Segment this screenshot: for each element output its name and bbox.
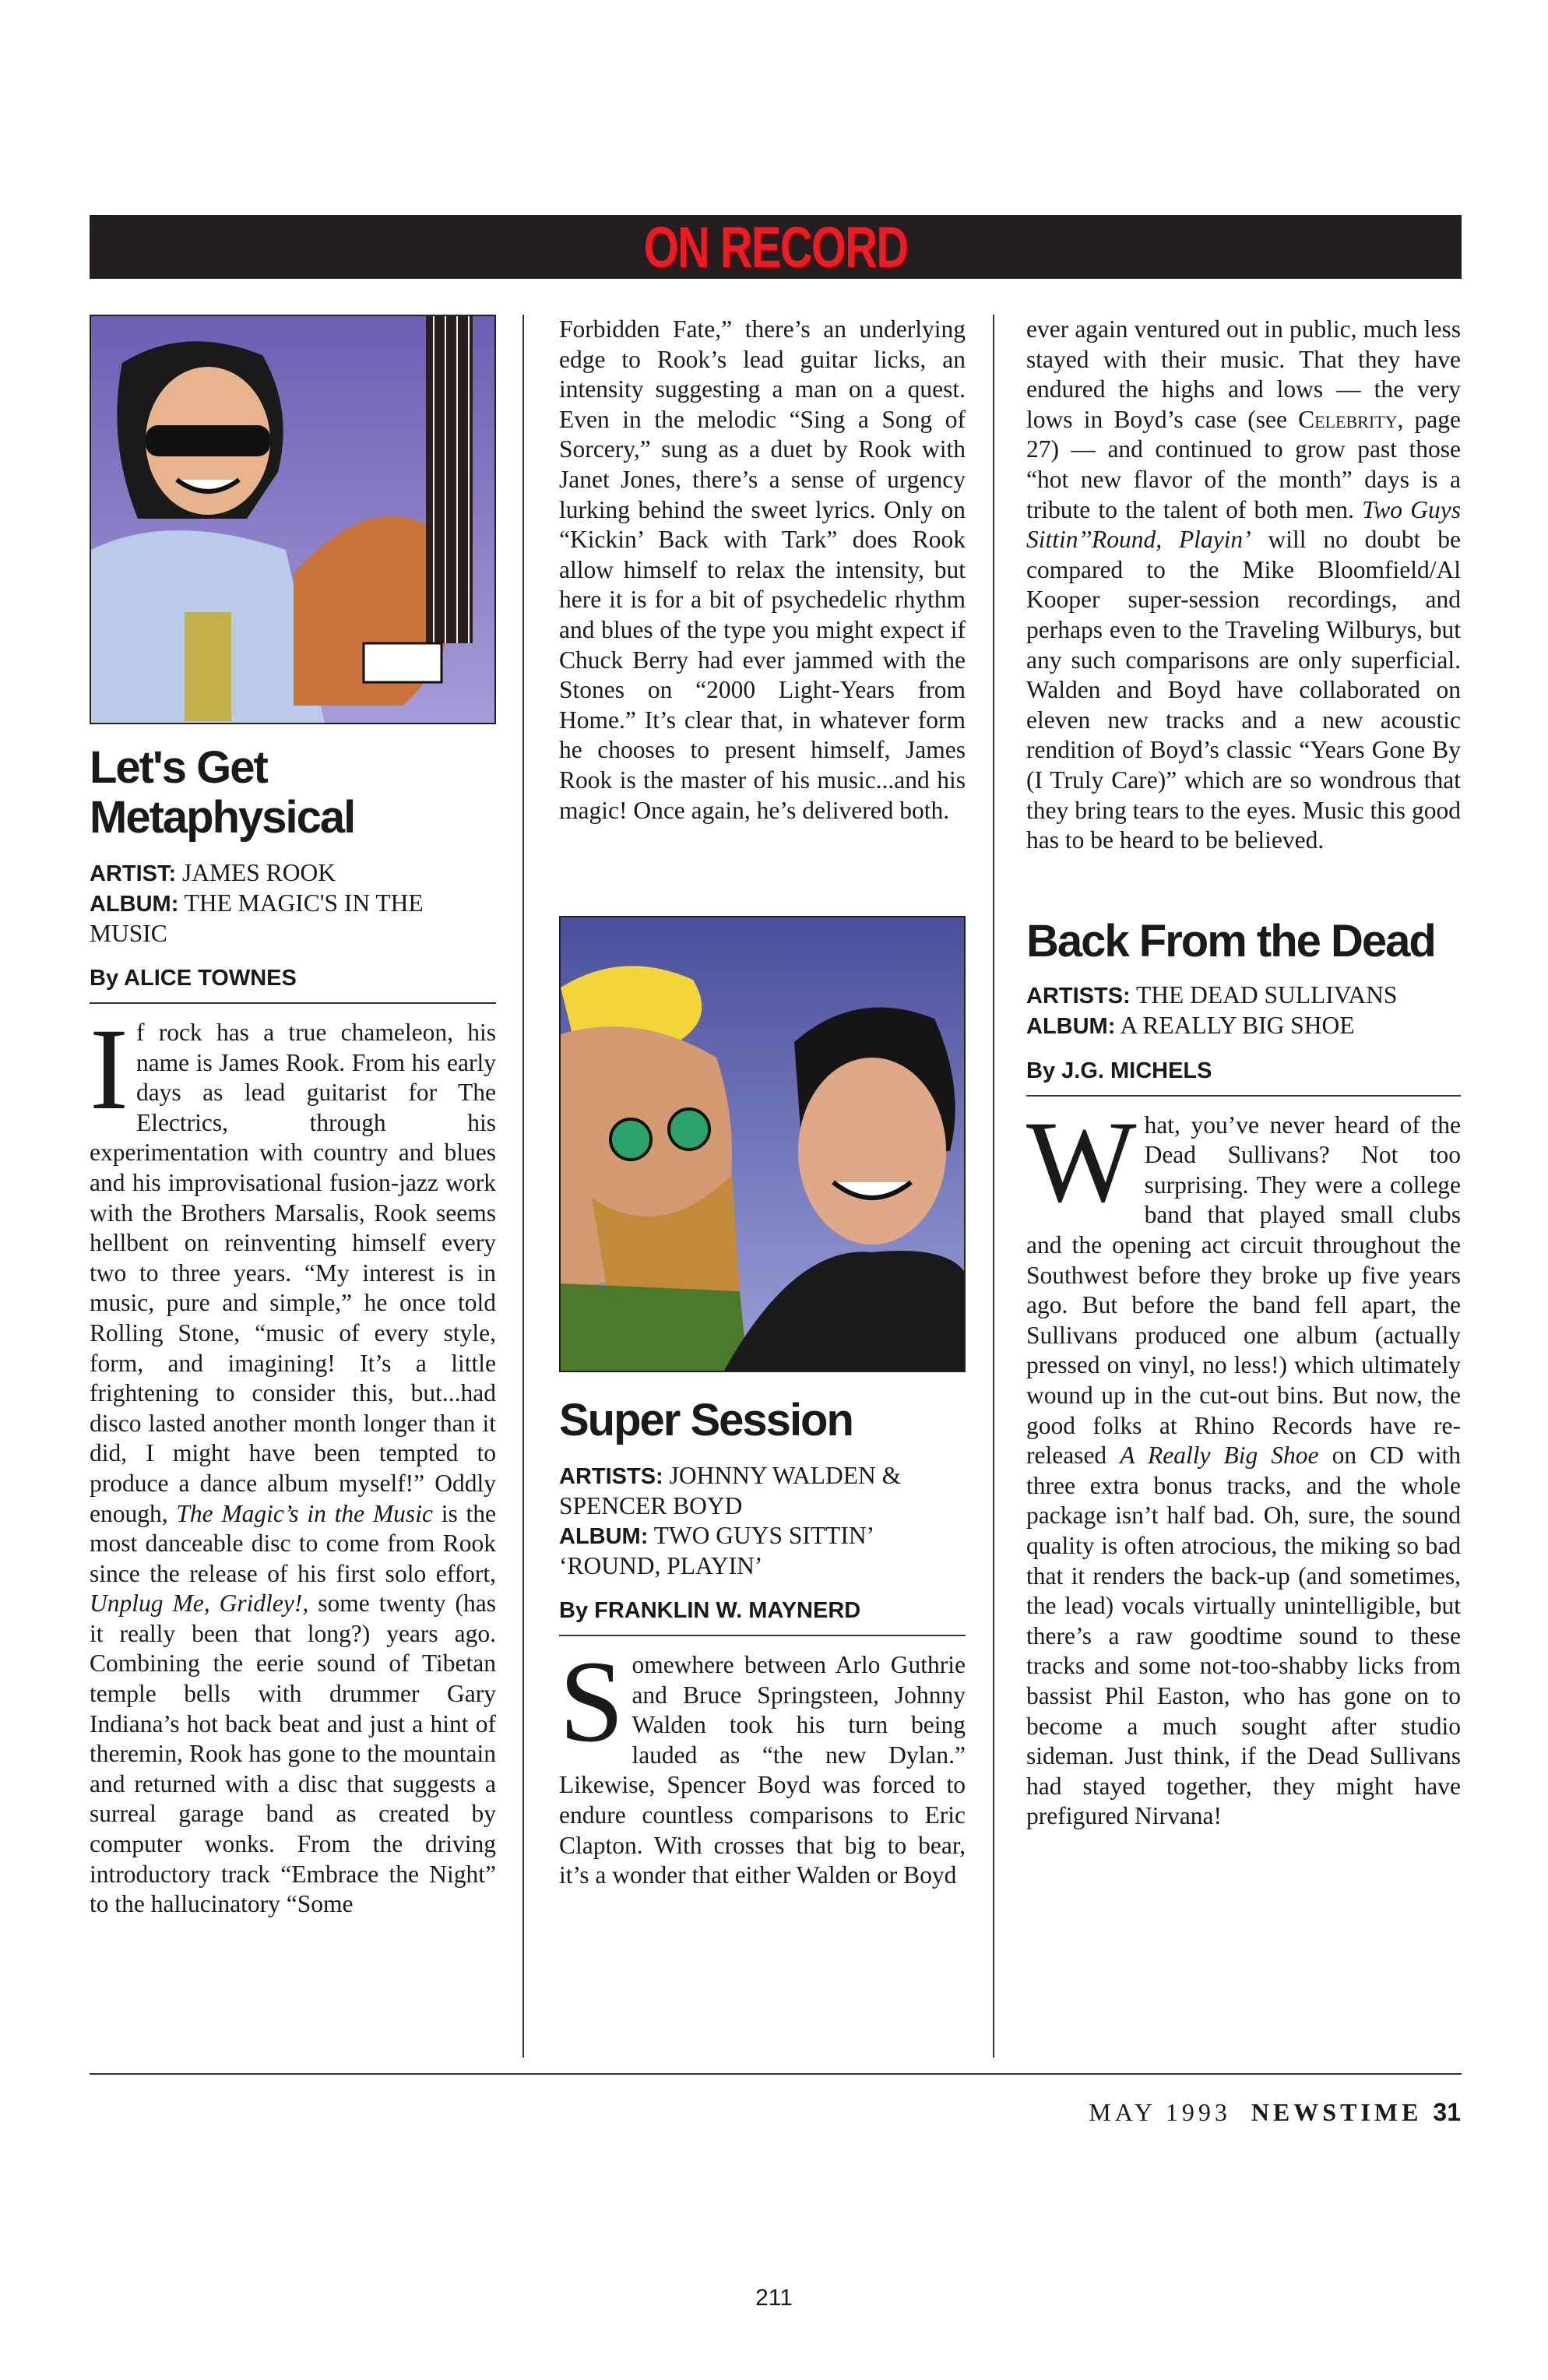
article-body [90,1005,497,1920]
byline: By FRANKLIN W. MAYNERD [559,1598,966,1636]
drop-cap: I [90,1005,128,1134]
album-title: A Really Big Shoe [1120,1442,1319,1470]
column-2 [559,315,966,1891]
body-text: is the most danceable disc to come from Rook since the release of his first solo effort, [90,1499,497,1587]
section-banner [90,215,1462,279]
byline: By ALICE TOWNES [90,966,496,1004]
album-title: The Magic’s in the Music [176,1499,433,1527]
body-text: omewhere between Arlo Guthrie and Bruce Springsteen, Johnny Walden took his turn being lauded as “the new Dylan.” Likewise, Spencer Boyd was forced to endure countless comparisons to Eric Clapton. With crosses that big to bear, it’s a wonder that either Walden or Boyd [559,1651,966,1889]
album-label: ALBUM: [1026,1013,1116,1039]
artist-label: ARTIST: [90,861,177,886]
column-3 [1026,315,1461,1832]
column-divider [993,315,994,2058]
album-value: THE MAGIC'S IN THE MUSIC [90,889,424,947]
artist-label: ARTISTS: [1026,983,1131,1009]
drop-cap: W [1026,1097,1137,1227]
footer-page: 31 [1433,2098,1461,2126]
headline: Super Session [559,1395,853,1446]
album-title: Two Guys Sittin’’Round, Playin’ [1026,495,1461,554]
page-number: 211 [755,2285,793,2311]
column-1 [90,315,496,1920]
article-body-continued: Forbidden Fate,” there’s an underlying edge to Rook’s lead guitar licks, an intensity suggesting a man on a quest. Even in the melodic “Sing a Song of Sorcery,” sung as a duet by Rook with Janet Jones, there’s a sense of urgency lurking behind the sweet lyrics. Only on “Kickin’ Back with Tark” does Rook allow himself to relax the intensity, but here it is for a bit of psychedelic rhythm and blues of the type you might expect if Chuck Berry had ever jammed with the Stones on “2000 Light-Years from Home.” It’s clear that, in whatever form he chooses to present himself, James Rook is the master of his music...and his magic! Once again, he’s delivered both. [559,315,966,824]
headline: Let's Get Metaphysical [90,742,355,843]
article-body [559,1637,966,1891]
footer-magazine: NEWSTIME [1251,2098,1423,2126]
body-text: will no doubt be compared to the Mike Bloomfield/Al Kooper super-session recordings, and perhaps even to the Traveling Wilburys, but any such comparisons are only superficial. Walden and Boyd have collaborated on eleven new tracks and a new acoustic rendition of Boyd’s classic “Years Gone By (I Truly Care)” which are so wondrous that they bring tears to the eyes. Music this good has to be heard to be believed. [1026,526,1461,854]
illustration-two-musicians [559,916,966,1372]
artist-value: JAMES ROOK [182,859,336,886]
album-value: A REALLY BIG SHOE [1120,1011,1355,1039]
artist-value: JOHNNY WALDEN & SPENCER BOYD [559,1462,902,1520]
headline: Back From the Dead [1026,915,1435,966]
album-value: TWO GUYS SITTIN’ ‘ROUND, PLAYIN’ [559,1522,873,1580]
footer-date: MAY 1993 [1089,2098,1231,2126]
footer-rule [90,2073,1462,2075]
artist-value: THE DEAD SULLIVANS [1136,981,1398,1009]
body-text: some twenty (has it really been that long?) years ago. Combining the eerie sound of Tibetan temple bells with drummer Gary Indiana’s hot back beat and just a hint of theremin, Rook has gone to the mountain and returned with a disc that suggests a surreal garage band as created by computer wonks. From the driving introductory track “Embrace the Night” to the hallucinatory “Some [90,1590,496,1918]
section-title: ON RECORD [643,214,908,280]
article-body [1026,1097,1461,1832]
body-text: , page 27) — and continued to grow past those “hot new flavor of the month” days is a tribute to the talent of both men. [1026,405,1461,523]
column-divider [522,315,524,2058]
album-label: ALBUM: [90,892,179,917]
illustration-guitarist [90,315,496,724]
body-text: f rock has a true chameleon, his name is James Rook. From his early days as lead guitarist for The Electrics, through his experimentation with country and blues and his improvisational fusion-jazz work with the Brothers Marsalis, Rook seems hellbent on reinventing himself every two to three years. “My interest is in music, pure and simple,” he once told Rolling Stone, “music of every style, form, and imagining! It’s a little frightening to consider this, but...had disco lasted another month longer than it did, I might have been tempted to produce a dance album myself!” Oddly enough, [90,1019,496,1527]
body-text: on CD with three extra bonus tracks, and the whole package isn’t half bad. Oh, sure, the sound quality is often atrocious, the miking so bad that it renders the back-up (and sometimes, the lead) vocals virtually unintelligible, but there’s a raw goodtime sound to these tracks and some not-too-shabby licks from bassist Phil Easton, who has gone on to become a much sought after studio sideman. Just think, if the Dead Sullivans had stayed together, they might have prefigured Nirvana! [1026,1442,1461,1830]
drop-cap: S [559,1637,624,1767]
body-text: hat, you’ve never heard of the Dead Sullivans? Not too surprising. They were a college band that played small clubs and the opening act circuit throughout the Southwest before they broke up five years ago. But before the band fell apart, the Sullivans produced one album (actually pressed on vinyl, no less!) which ultimately wound up in the cut-out bins. But now, the good folks at Rhino Records have re-released [1026,1111,1461,1470]
album-title: Unplug Me, Gridley!, [90,1590,309,1618]
byline: By J.G. MICHELS [1026,1058,1461,1097]
running-footer [1089,2098,1461,2127]
artist-label: ARTISTS: [559,1464,663,1490]
album-label: ALBUM: [559,1524,649,1550]
article-body-continued [1026,315,1461,856]
cross-reference: Celebrity [1298,405,1398,433]
body-text: ever again ventured out in public, much less stayed with their music. That they have endured the highs and lows — the very lows in Boyd’s case (see [1026,315,1461,433]
